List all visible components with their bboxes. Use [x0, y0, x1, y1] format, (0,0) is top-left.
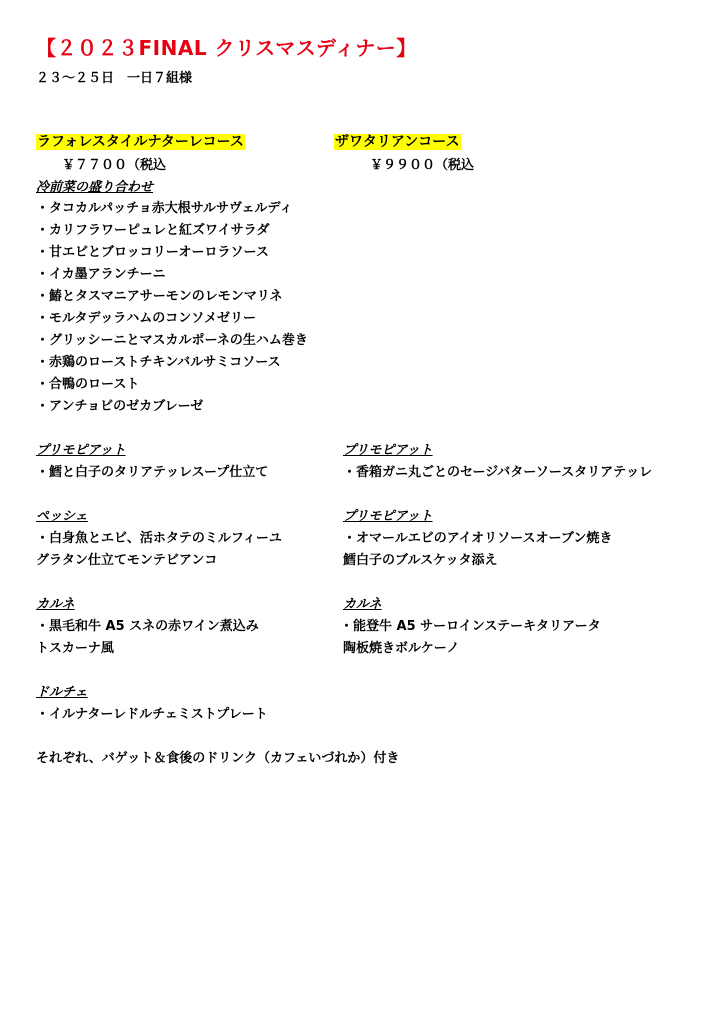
menu-title: 【２０２３FINAL クリスマスディナー】 — [36, 36, 417, 60]
dolce-item: ・イルナターレドルチェミストプレート — [36, 707, 268, 722]
course-a-pesce-heading: ペッシェ — [36, 509, 88, 524]
course-a-primo-heading: プリモピアット — [36, 443, 126, 458]
course-a-pesce-line2: グラタン仕立てモンテビアンコ — [36, 553, 218, 568]
list-item: ・イカ墨アランチーニ — [36, 267, 166, 282]
course-b-name — [334, 131, 461, 151]
course-a-carne-line2: トスカーナ風 — [36, 641, 114, 656]
course-b-primo2-heading: プリモピアット — [343, 509, 433, 524]
course-a-pesce-line1: ・白身魚とエビ、活ホタテのミルフィーユ — [36, 531, 282, 546]
list-item: ・アンチョビのゼカブレーゼ — [36, 399, 204, 414]
course-a-primo-item: ・鱈と白子のタリアテッレスープ仕立て — [36, 465, 269, 480]
course-a-name-label: ラフォレスタイルナターレコース — [37, 134, 244, 150]
course-b-carne-line2: 陶板焼きボルケーノ — [343, 641, 460, 656]
course-b-name-label: ザワタリアンコース — [335, 134, 460, 150]
dolce-heading: ドルチェ — [36, 685, 88, 700]
course-b-primo2-line2: 鱈白子のブルスケッタ添え — [343, 553, 498, 568]
menu-dates: ２３～２５日 一日７組様 — [36, 71, 193, 86]
list-item: ・鰆とタスマニアサーモンのレモンマリネ — [36, 289, 283, 304]
course-a-name — [36, 131, 245, 151]
antipasto-list — [36, 198, 308, 418]
list-item: ・タコカルパッチョ赤大根サルサヴェルディ — [36, 201, 293, 216]
course-b-primo1-item: ・香箱ガニ丸ごとのセージバターソースタリアテッレ — [343, 465, 653, 480]
course-b-price: ￥９９００（税込 — [370, 158, 475, 173]
course-a-carne-heading: カルネ — [36, 597, 75, 612]
footer-note: それぞれ、バゲット＆食後のドリンク（カフェいづれか）付き — [36, 751, 400, 766]
course-a-price: ￥７７００（税込 — [62, 158, 167, 173]
list-item: ・カリフラワーピュレと紅ズワイサラダ — [36, 223, 270, 238]
list-item: ・モルタデッラハムのコンソメゼリー — [36, 311, 256, 326]
list-item: ・赤鶏のローストチキンバルサミコソース — [36, 355, 281, 370]
course-b-primo1-heading: プリモピアット — [343, 443, 433, 458]
course-b-carne-line1: ・能登牛 A5 サーロインステーキタリアータ — [340, 619, 601, 634]
list-item: ・甘エビとブロッコリーオーロラソース — [36, 245, 269, 260]
course-b-carne-heading: カルネ — [343, 597, 382, 612]
course-a-carne-line1: ・黒毛和牛 A5 スネの赤ワイン煮込み — [36, 619, 259, 634]
course-b-primo2-line1: ・オマールエビのアイオリソースオーブン焼き — [343, 531, 613, 546]
antipasto-heading: 冷前菜の盛り合わせ — [36, 180, 154, 195]
list-item: ・合鴨のロースト — [36, 377, 140, 392]
list-item: ・グリッシーニとマスカルポーネの生ハム巻き — [36, 333, 308, 348]
